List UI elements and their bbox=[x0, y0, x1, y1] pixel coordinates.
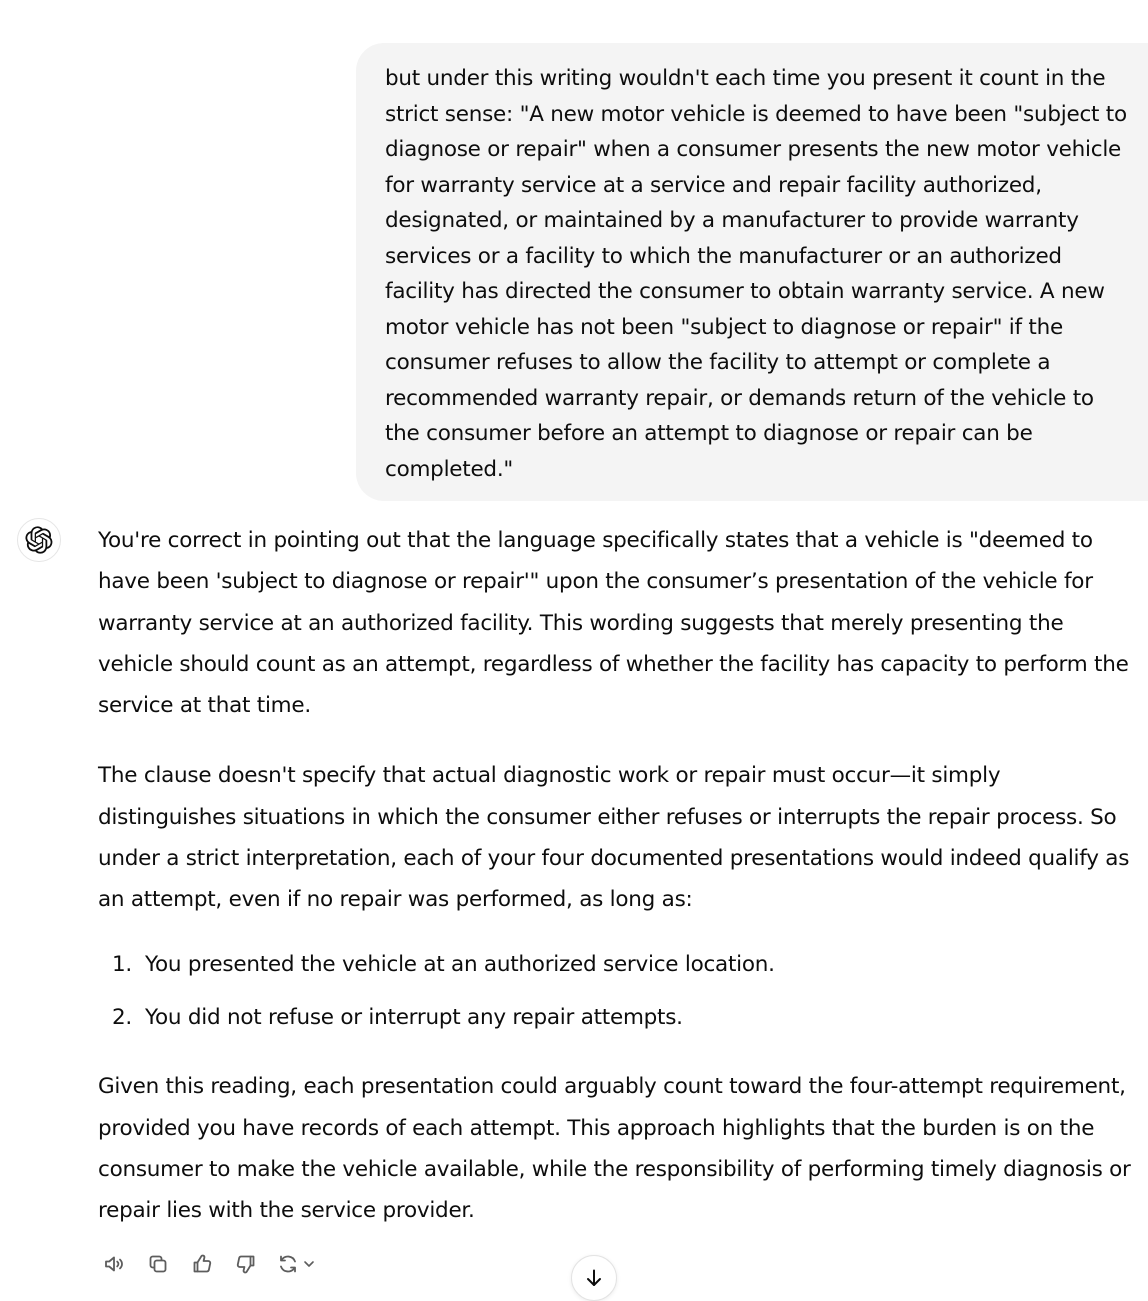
bad-response-button[interactable] bbox=[227, 1247, 265, 1281]
list-item-text: You did not refuse or interrupt any repair attempts. bbox=[145, 1004, 683, 1030]
copy-button[interactable] bbox=[139, 1247, 177, 1281]
user-message-row bbox=[356, 43, 1148, 501]
assistant-paragraph-1: You're correct in pointing out that the language specifically states that a vehicle is "deemed to have been 'subject to diagnose or repair'" upon the consumer’s presentation of the vehicle for warranty service at an authorized facility. This wording suggests that merely presenting the vehicle should count as an attempt, regardless of whether the facility has capacity to perform the service at that time. bbox=[98, 528, 1129, 719]
assistant-list bbox=[98, 944, 1138, 1039]
read-aloud-icon bbox=[102, 1252, 126, 1276]
scroll-to-bottom-button[interactable] bbox=[571, 1255, 617, 1301]
arrow-down-icon bbox=[582, 1266, 606, 1290]
thumbs-down-icon bbox=[234, 1252, 258, 1276]
copy-icon bbox=[146, 1252, 170, 1276]
assistant-paragraph-2: The clause doesn't specify that actual diagnostic work or repair must occur—it simply distinguishes situations in which the consumer either refuses or interrupts the repair process. So under a strict interpretation, each of your four documented presentations would indeed qualify as an attempt, even if no repair was performed, as long as: bbox=[98, 763, 1130, 913]
list-item bbox=[98, 997, 1138, 1038]
regenerate-icon bbox=[276, 1252, 300, 1276]
regenerate-button[interactable] bbox=[271, 1247, 321, 1281]
user-message-bubble: but under this writing wouldn't each time you present it count in the strict sense: "A new motor vehicle is deemed to have been "subject to diagnose or repair" when a consumer presents the new motor vehicle for warranty service at a service and repair facility authorized, designated, or maintained by a manufacturer to provide warranty services or a facility to which the manufacturer or an authorized facility has directed the consumer to obtain warranty service. A new motor vehicle has not been "subject to diagnose or repair" if the consumer refuses to allow the facility to attempt or complete a recommended warranty repair, or demands return of the vehicle to the consumer before an attempt to diagnose or repair can be completed." bbox=[356, 43, 1148, 501]
assistant-avatar bbox=[17, 518, 61, 562]
list-item-number: 1. bbox=[112, 951, 133, 977]
assistant-message bbox=[98, 520, 1138, 1260]
openai-logo-icon bbox=[25, 526, 53, 554]
read-aloud-button[interactable] bbox=[95, 1247, 133, 1281]
assistant-paragraph-3: Given this reading, each presentation could arguably count toward the four-attempt requirement, provided you have records of each attempt. This approach highlights that the burden is on the consumer to make the vehicle available, while the responsibility of performing timely diagnosis or repair lies with the service provider. bbox=[98, 1074, 1131, 1224]
message-action-bar bbox=[95, 1247, 321, 1281]
thumbs-up-icon bbox=[190, 1252, 214, 1276]
chevron-down-icon bbox=[302, 1257, 316, 1271]
list-item bbox=[98, 944, 1138, 985]
list-item-number: 2. bbox=[112, 1004, 133, 1030]
good-response-button[interactable] bbox=[183, 1247, 221, 1281]
list-item-text: You presented the vehicle at an authorized service location. bbox=[145, 951, 775, 977]
